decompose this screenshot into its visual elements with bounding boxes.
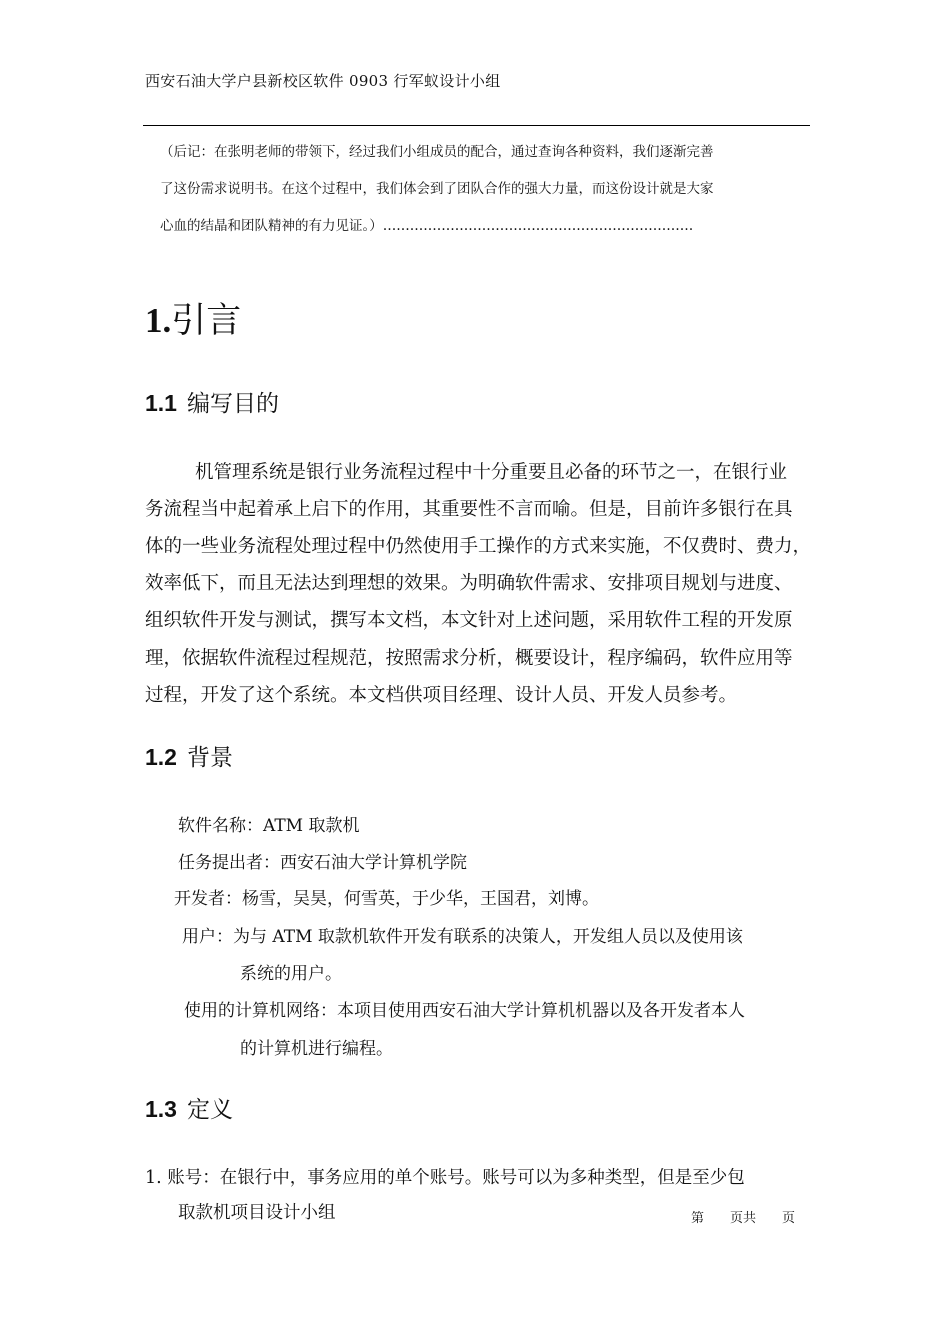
purpose-line-5: 组织软件开发与测试，撰写本文档，本文针对上述问题，采用软件工程的开发原	[145, 610, 793, 631]
section-1-title: 引言	[171, 301, 242, 341]
background-network-line-2: 的计算机进行编程。	[240, 1039, 393, 1059]
background-software-name: 软件名称：ATM 取款机	[178, 816, 360, 836]
section-1-3-title: 定义	[186, 1096, 233, 1122]
purpose-line-1: 机管理系统是银行业务流程过程中十分重要且必备的环节之一，在银行业	[195, 462, 788, 483]
purpose-line-2: 务流程当中起着承上启下的作用，其重要性不言而喻。但是，目前许多银行在具	[145, 499, 793, 520]
footer-group-name: 取款机项目设计小组	[178, 1203, 336, 1223]
page-label-di: 第	[691, 1211, 705, 1226]
page-label-ye-gong: 页共	[730, 1211, 757, 1226]
section-1-number: 1.	[145, 301, 172, 340]
background-proposer: 任务提出者：西安石油大学计算机学院	[178, 853, 467, 873]
afterword-line-3: 心血的结晶和团队精神的有力见证。）……………………………………………………………	[160, 218, 694, 234]
section-1-1-number: 1.1	[145, 390, 177, 416]
definition-item-1: 1. 账号：在银行中，事务应用的单个账号。账号可以为多种类型，但是至少包	[145, 1168, 745, 1188]
background-network-line-1: 使用的计算机网络：本项目使用西安石油大学计算机机器以及各开发者本人	[184, 1001, 745, 1021]
section-1-2-title: 背景	[186, 744, 233, 770]
background-users-line-1: 用户：为与 ATM 取款机软件开发有联系的决策人，开发组人员以及使用该	[182, 927, 743, 947]
purpose-line-3: 体的一些业务流程处理过程中仍然使用手工操作的方式来实施，不仅费时、费力，	[145, 536, 812, 557]
section-1-2-heading	[145, 739, 233, 772]
purpose-line-6: 理，依据软件流程过程规范，按照需求分析，概要设计，程序编码，软件应用等	[145, 648, 793, 669]
page-number	[691, 1207, 795, 1226]
header-divider	[143, 125, 810, 126]
afterword-line-2: 了这份需求说明书。在这个过程中，我们体会到了团队合作的强大力量，而这份设计就是大家	[160, 181, 714, 197]
afterword-line-1: （后记：在张明老师的带领下，经过我们小组成员的配合，通过查询各种资料，我们逐渐完善	[160, 144, 714, 160]
page-label-ye: 页	[782, 1211, 796, 1226]
running-header: 西安石油大学户县新校区软件 0903 行军蚁设计小组	[145, 72, 501, 90]
purpose-line-7: 过程，开发了这个系统。本文档供项目经理、设计人员、开发人员参考。	[145, 685, 738, 706]
section-1-3-number: 1.3	[145, 1096, 177, 1122]
purpose-line-4: 效率低下，而且无法达到理想的效果。为明确软件需求、安排项目规划与进度、	[145, 573, 793, 594]
section-1-1-heading	[145, 385, 279, 418]
section-1-heading	[145, 293, 241, 343]
background-developers: 开发者：杨雪，吴昊，何雪英，于少华，王国君，刘博。	[174, 889, 599, 909]
section-1-2-number: 1.2	[145, 744, 177, 770]
section-1-1-title: 编写目的	[186, 390, 279, 416]
section-1-3-heading	[145, 1091, 233, 1124]
background-users-line-2: 系统的用户。	[240, 964, 342, 984]
